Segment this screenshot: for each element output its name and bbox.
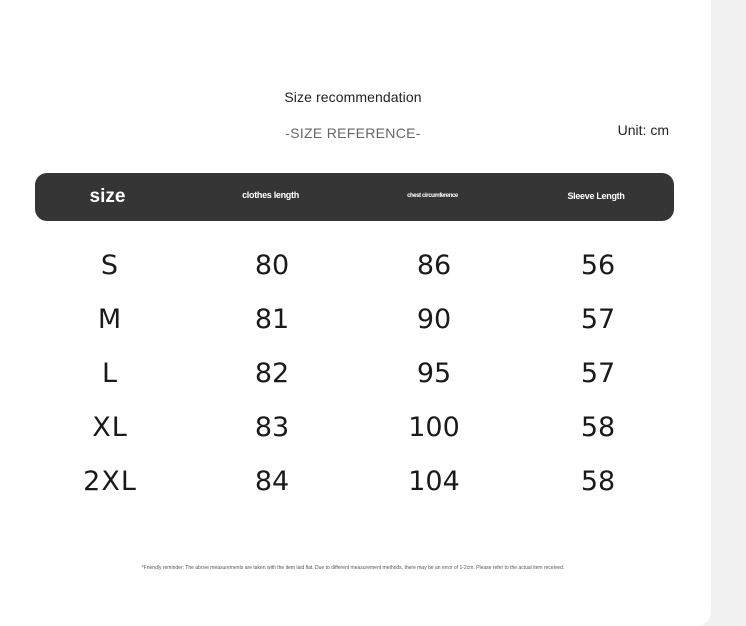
cell-chest-circumference: 95 [416, 358, 452, 389]
cell-sleeve-length: 58 [580, 412, 616, 443]
header-sleeve-length: Sleeve Length [567, 191, 625, 201]
cell-sleeve-length: 57 [580, 358, 616, 389]
table-row [0, 294, 711, 348]
section-subtitle: -SIZE REFERENCE- [285, 125, 421, 141]
cell-size: M [97, 304, 123, 335]
cell-chest-circumference: 104 [408, 466, 460, 497]
cell-clothes-length: 80 [254, 250, 290, 281]
page-title: Size recommendation [284, 89, 422, 105]
cell-size: XL [92, 412, 128, 443]
cell-sleeve-length: 58 [580, 466, 616, 497]
cell-sleeve-length: 56 [580, 250, 616, 281]
header-size: size [89, 186, 126, 207]
cell-clothes-length: 84 [254, 466, 290, 497]
cell-size: L [101, 358, 119, 389]
cell-size: 2XL [83, 466, 137, 497]
cell-sleeve-length: 57 [580, 304, 616, 335]
table-row [0, 402, 711, 456]
header-clothes-length: clothes length [242, 190, 299, 200]
cell-chest-circumference: 90 [416, 304, 452, 335]
table-row [0, 348, 711, 402]
cell-chest-circumference: 100 [408, 412, 460, 443]
cell-clothes-length: 82 [254, 358, 290, 389]
footnote: *Friendly reminder: The above measurements are taken with the item laid flat. Due to different measurement methods, there may be an error of 1-2cm. Please refer to the actual item received. [141, 565, 565, 571]
table-row [0, 240, 711, 294]
cell-chest-circumference: 86 [416, 250, 452, 281]
table-row [0, 456, 711, 510]
cell-size: S [100, 250, 120, 281]
table-header [35, 173, 674, 221]
header-chest-circumference: chest circumference [407, 193, 458, 199]
table-body [0, 240, 711, 510]
unit-label: Unit: cm [617, 122, 669, 138]
cell-clothes-length: 81 [254, 304, 290, 335]
cell-clothes-length: 83 [254, 412, 290, 443]
